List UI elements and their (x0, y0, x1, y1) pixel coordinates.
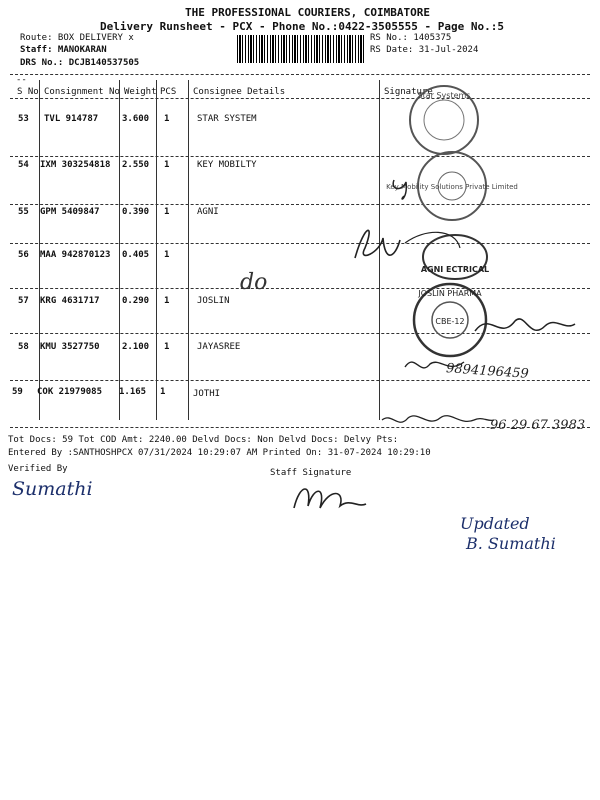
col-pcs: PCS (160, 87, 177, 97)
row-weight: 2.100 (122, 342, 150, 352)
staff-signature-scribble (290, 478, 370, 518)
signature-row-55 (345, 218, 465, 278)
header-dash-mark: -- (16, 75, 27, 85)
row-pcs: 1 (164, 250, 170, 260)
staff-signature-label: Staff Signature (270, 468, 352, 478)
row-consignment: KMU 3527750 (40, 342, 100, 352)
updated-note: Updated (460, 514, 530, 533)
row-sno: 53 (18, 114, 29, 124)
row-consignment: COK 21979085 (37, 387, 103, 397)
barcode (237, 35, 365, 63)
row-pcs: 1 (160, 387, 166, 397)
row-pcs: 1 (164, 114, 170, 124)
rs-number: RS No.: 1405375 (370, 33, 452, 43)
col-consignee: Consignee Details (193, 87, 286, 97)
row-consignment: IXM 303254818 (40, 160, 111, 170)
updated-signature: B. Sumathi (466, 534, 556, 553)
rs-date: RS Date: 31-Jul-2024 (370, 45, 479, 55)
row-consignee: JOSLIN (197, 296, 230, 306)
row-sno: 54 (18, 160, 29, 170)
row-pcs: 1 (164, 296, 170, 306)
drs-number: DRS No.: DCJB140537505 (20, 58, 140, 68)
row-sno: 59 (12, 387, 23, 397)
signature-row-54 (388, 170, 448, 210)
stamp-key-text: Key Mobility Solutions Private Limited (386, 183, 518, 191)
runsheet-line: Delivery Runsheet - PCX - Phone No.:0422-3505555 - Page No.:5 (100, 20, 504, 33)
row-consignee: JAYASREE (197, 342, 241, 352)
row-consignee: KEY MOBILTY (197, 160, 257, 170)
stamp-star-text: Star Systems (417, 91, 471, 100)
signature-row-59 (378, 408, 498, 438)
row-sno: 58 (18, 342, 29, 352)
row-pcs: 1 (164, 207, 170, 217)
row-weight: 1.165 (119, 387, 147, 397)
row-consignment: GPM 5409847 (40, 207, 100, 217)
row-weight: 0.390 (122, 207, 150, 217)
entered-by-line: Entered By :SANTHOSHPCX 07/31/2024 10:29:07 AM Printed On: 31-07-2024 10:29:10 (8, 448, 431, 458)
stamp-star-systems (400, 84, 490, 154)
row-weight: 3.600 (122, 114, 150, 124)
row-sno: 56 (18, 250, 29, 260)
staff-label: Staff: MANOKARAN (20, 45, 107, 55)
row-weight: 0.290 (122, 296, 150, 306)
stamp-cbe-text: CBE-12 (435, 317, 465, 326)
signature-row-58 (400, 352, 470, 382)
row-consignment: MAA 942870123 (40, 250, 111, 260)
row-weight: 0.405 (122, 250, 150, 260)
row-consignment: KRG 4631717 (40, 296, 100, 306)
verified-by-label: Verified By (8, 464, 68, 474)
totals-line: Tot Docs: 59 Tot COD Amt: 2240.00 Delvd Docs: Non Delvd Docs: Delvy Pts: (8, 435, 399, 445)
col-signature: Signature (384, 87, 433, 97)
row-sno: 55 (18, 207, 29, 217)
row-consignment: TVL 914787 (44, 114, 99, 124)
row-sno: 57 (18, 296, 29, 306)
row-consignee: JOTHI (193, 389, 221, 399)
verified-signature: Sumathi (12, 478, 93, 500)
row-pcs: 1 (164, 160, 170, 170)
row-consignee: AGNI (197, 207, 219, 217)
do-mark: do (240, 270, 268, 295)
row-pcs: 1 (164, 342, 170, 352)
stamp-joslin-text: JOSLIN PHARMA (418, 289, 482, 298)
company-title: THE PROFESSIONAL COURIERS, COIMBATORE (185, 6, 431, 19)
signature-row-57 (470, 306, 580, 346)
stamp-agni-text: AGNI ECTRICAL (420, 265, 490, 274)
phone-handwritten-58: 9894196459 (445, 361, 530, 382)
phone-handwritten-59: 96 29 67 3983 (490, 418, 586, 433)
col-consignment: Consignment No (44, 87, 120, 97)
route-label: Route: BOX DELIVERY x (20, 33, 134, 43)
row-weight: 2.550 (122, 160, 150, 170)
col-sno: S No (17, 87, 39, 97)
col-weight: Weight (124, 87, 157, 97)
row-consignee: STAR SYSTEM (197, 114, 257, 124)
